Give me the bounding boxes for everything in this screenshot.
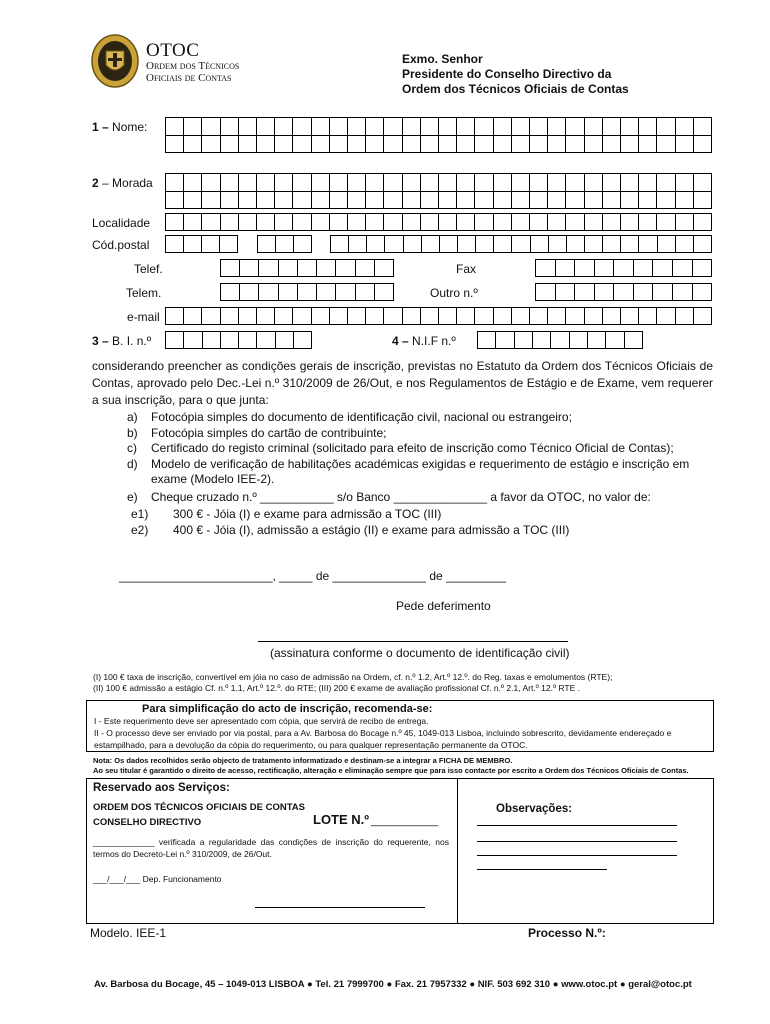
observacoes-line[interactable]	[477, 841, 677, 842]
reserved-verification: _____________ verificada a regularidade das condições de inscrição do requerente, nos termos do Decreto-Lei n.º 310/2009, de 26/Out.	[93, 837, 449, 859]
addressee-line3: Ordem dos Técnicos Oficiais de Contas	[402, 82, 629, 96]
fax-label: Fax	[456, 262, 477, 276]
privacy-note-1: Nota: Os dados recolhidos serão objecto de tratamento informatizado e destinam-se a integrar a FICHA DE MEMBRO.	[93, 756, 513, 765]
reserved-signature-line[interactable]	[255, 907, 425, 908]
email-input-grid[interactable]	[165, 307, 712, 325]
org-abbr: OTOC	[146, 40, 200, 61]
request-paragraph: considerando preencher as condições gerais de inscrição, previstas no Estatuto da Ordem dos Técnicos Oficiais de Contas, aprovado pelo Dec.-Lei n.º 310/2009 de 26/Out, e nos Regulamentos de Estágio e de Exame, vem requerer a sua inscrição, para o que junta:	[92, 359, 713, 407]
cod-postal-label: Cód.postal	[92, 238, 150, 252]
nome-label: 1 – Nome:	[92, 120, 148, 134]
form-model: Modelo. IEE-1	[90, 926, 167, 940]
telef-input-grid[interactable]	[220, 259, 394, 277]
addressee-line1: Exmo. Senhor	[402, 52, 483, 66]
observacoes-line[interactable]	[477, 825, 677, 826]
attachment-item: e) Cheque cruzado n.º ___________ s/o Banco ______________ a favor da OTOC, no valor de:	[127, 489, 651, 504]
outro-input-grid[interactable]	[535, 283, 712, 301]
telem-input-grid[interactable]	[220, 283, 394, 301]
option-e1: e1) 300 € - Jóia (I) e exame para admissão a TOC (III)	[131, 507, 442, 521]
nif-input-grid[interactable]	[477, 331, 643, 349]
reserved-title: Reservado aos Serviços:	[93, 782, 230, 794]
lote-field[interactable]: ___________	[371, 815, 439, 827]
morada-input-grid[interactable]	[165, 173, 712, 209]
telef-label: Telef.	[134, 262, 163, 276]
reserved-divider	[457, 779, 458, 923]
observacoes-label: Observações:	[496, 803, 573, 815]
signature-line[interactable]	[258, 641, 568, 642]
fee-note-2: (II) 100 € admissão a estágio Cf. n.º 1.1, Art.º 12.º. do RTE; (III) 200 € exame de avaliação profissional Cf. n.º 2.1, Art.º 12.º RTE .	[93, 683, 580, 693]
lote-label: LOTE N.º	[313, 812, 370, 827]
attachment-item: c) Certificado do registo criminal (solicitado para efeito de inscrição como Técnico Oficial de Contas);	[127, 441, 674, 455]
otoc-logo	[90, 33, 140, 89]
addressee-block	[402, 52, 629, 97]
addressee-line2: Presidente do Conselho Directivo da	[402, 67, 612, 81]
signature-caption: (assinatura conforme o documento de identificação civil)	[270, 646, 570, 660]
process-number-label: Processo N.º:	[528, 926, 606, 940]
reserved-org: ORDEM DOS TÉCNICOS OFICIAIS DE CONTAS	[93, 802, 306, 813]
reserved-box	[86, 778, 714, 924]
morada-label: 2 – Morada	[92, 176, 153, 190]
attachment-item: b) Fotocópia simples do cartão de contribuinte;	[127, 425, 387, 440]
option-e2: e2) 400 € - Jóia (I), admissão a estágio (II) e exame para admissão a TOC (III)	[131, 523, 570, 537]
bi-label: 3 – B. I. n.º	[92, 334, 152, 348]
observacoes-line[interactable]	[477, 855, 677, 856]
org-name-line1: Ordem dos Técnicos	[146, 60, 240, 72]
reserved-conselho: CONSELHO DIRECTIVO	[93, 817, 202, 828]
email-label: e-mail	[127, 310, 160, 324]
recommendation-box	[86, 700, 714, 752]
privacy-note-2: Ao seu titular é garantido o direito de acesso, rectificação, alteração e eliminação sempre que para isso contacte por escrito a Ordem dos Técnicos Oficiais de Contas.	[93, 766, 689, 775]
attachment-item: a) Fotocópia simples do documento de identificação civil, nacional ou estrangeiro;	[127, 410, 572, 424]
nif-label: 4 – N.I.F n.º	[392, 334, 456, 348]
date-line[interactable]: _______________________, _____ de ______________ de _________	[119, 569, 507, 583]
outro-label: Outro n.º	[430, 286, 478, 300]
recommendation-title: Para simplificação do acto de inscrição, recomenda-se:	[142, 703, 433, 715]
fax-input-grid[interactable]	[535, 259, 712, 277]
observacoes-line[interactable]	[477, 869, 607, 870]
pede-deferimento: Pede deferimento	[396, 599, 491, 613]
attachment-item: d) Modelo de verificação de habilitações académicas exigidas e requerimento de estágio e inscrição em exame (Modelo IEE-2).	[127, 456, 690, 486]
telem-label: Telem.	[126, 286, 162, 300]
localidade-input-grid[interactable]	[165, 213, 712, 231]
recommendation-item-1: I - Este requerimento deve ser apresentado com cópia, que servirá de recibo de entrega.	[94, 716, 429, 726]
footer-address: Av. Barbosa du Bocage, 45 – 1049-013 LISBOA ● Tel. 21 7999700 ● Fax. 21 7957332 ● NIF. 503 692 310 ● www.otoc.pt ● geral@otoc.pt	[94, 979, 692, 990]
cod-postal-prefix-grid[interactable]	[165, 235, 238, 253]
reserved-date-dep[interactable]: ___/___/___ Dep. Funcionamento	[93, 874, 222, 884]
recommendation-item-2: II - O processo deve ser enviado por via postal, para a Av. Barbosa do Bocage n.º 45, 1049-013 Lisboa, incluindo sobrescrito, devidamente endereçado e estampilhado, para a devolução da cópia do requerimento, ou para qualquer representação permanente da OTOC.	[94, 728, 672, 750]
org-name-line2: Oficiais de Contas	[146, 72, 232, 84]
fee-note-1: (I) 100 € taxa de inscrição, convertível em jóia no caso de admissão na Ordem, cf. n.º 1.2, Art.º 12.º. do Reg. taxas e emolumentos (RTE);	[93, 672, 613, 682]
cod-postal-locality-grid[interactable]	[330, 235, 712, 253]
bi-input-grid[interactable]	[165, 331, 312, 349]
localidade-label: Localidade	[92, 216, 151, 230]
cod-postal-suffix-grid[interactable]	[257, 235, 312, 253]
nome-input-grid[interactable]	[165, 117, 712, 153]
attachments-list	[127, 410, 713, 505]
